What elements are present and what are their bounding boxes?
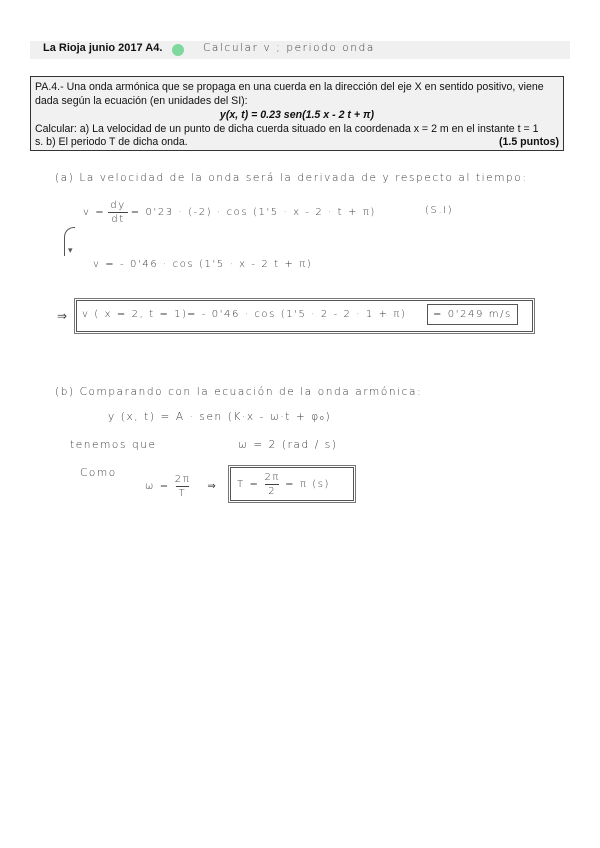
green-dot-marker — [172, 44, 184, 56]
velocity-eval-lhs: v ( x = 2, t = 1) — [82, 309, 188, 320]
problem-statement-box — [30, 76, 564, 151]
implies-arrow-icon: ⇒ — [57, 309, 69, 323]
frac-den: dt — [108, 212, 127, 225]
problem-points: (1.5 puntos) — [498, 136, 559, 148]
tenemos-que: tenemos que — [70, 439, 157, 451]
T-left: T = — [237, 478, 260, 490]
header-title: La Rioja junio 2017 A4. — [43, 42, 163, 54]
como-label: Como — [80, 467, 117, 479]
dy-dt-fraction — [107, 200, 128, 225]
v-eq-left: v = — [83, 207, 106, 218]
omega-definition — [145, 474, 217, 499]
implies-arrow-2-icon: ⇒ — [207, 481, 218, 492]
two-pi-over-T-fraction — [172, 474, 194, 499]
velocity-eval-mid: = - 0'46 · cos (1'5 · 2 - 2 · 1 + π) — [187, 309, 407, 320]
header-handwritten-note: Calcular v ; periodo onda — [203, 42, 375, 54]
omega-left: ω = — [145, 481, 170, 492]
problem-equation: y(x, t) = 0.23 sen(1.5 x - 2 t + π) — [219, 109, 375, 121]
period-result-box — [230, 467, 354, 501]
problem-line-1: PA.4.- Una onda armónica que se propaga en una cuerda en la dirección del eje X en sentido positivo, viene — [35, 81, 544, 93]
T-den: T — [176, 486, 190, 499]
v-eq-right: = 0'23 · (-2) · cos (1'5 · x - 2 · t + π) — [130, 207, 376, 218]
part-a-intro: (a) La velocidad de la onda será la derivada de y respecto al tiempo: — [55, 172, 528, 184]
period-den: 2 — [265, 484, 279, 497]
frac-num: dy — [110, 200, 126, 211]
problem-line-2: dada según la ecuación (en unidades del SI): — [35, 95, 248, 107]
velocity-simplified: v = - 0'46 · cos (1'5 · x - 2 t + π) — [93, 259, 313, 270]
general-wave-equation: y (x, t) = A · sen (K·x - ω·t + φ₀) — [108, 411, 332, 423]
two-pi-over-2-fraction — [261, 472, 283, 497]
two-pi-num: 2π — [174, 474, 191, 485]
velocity-derivative-line — [83, 200, 376, 225]
problem-line-3: Calcular: a) La velocidad de un punto de dicha cuerda situado en la coordenada x = 2 m en el instante t = 1 — [35, 123, 539, 135]
bracket-arrow-tip-icon: ▾ — [68, 245, 73, 255]
period-two-pi-num: 2π — [264, 471, 281, 483]
part-b-intro: (b) Comparando con la ecuación de la onda armónica: — [55, 386, 423, 398]
si-units: (S.I) — [425, 205, 454, 216]
T-right: = π (s) — [285, 478, 331, 490]
omega-value: ω = 2 (rad / s) — [238, 439, 338, 451]
problem-line-4: s. b) El periodo T de dicha onda. — [35, 136, 188, 148]
velocity-result-box: = 0'249 m/s — [427, 304, 518, 325]
